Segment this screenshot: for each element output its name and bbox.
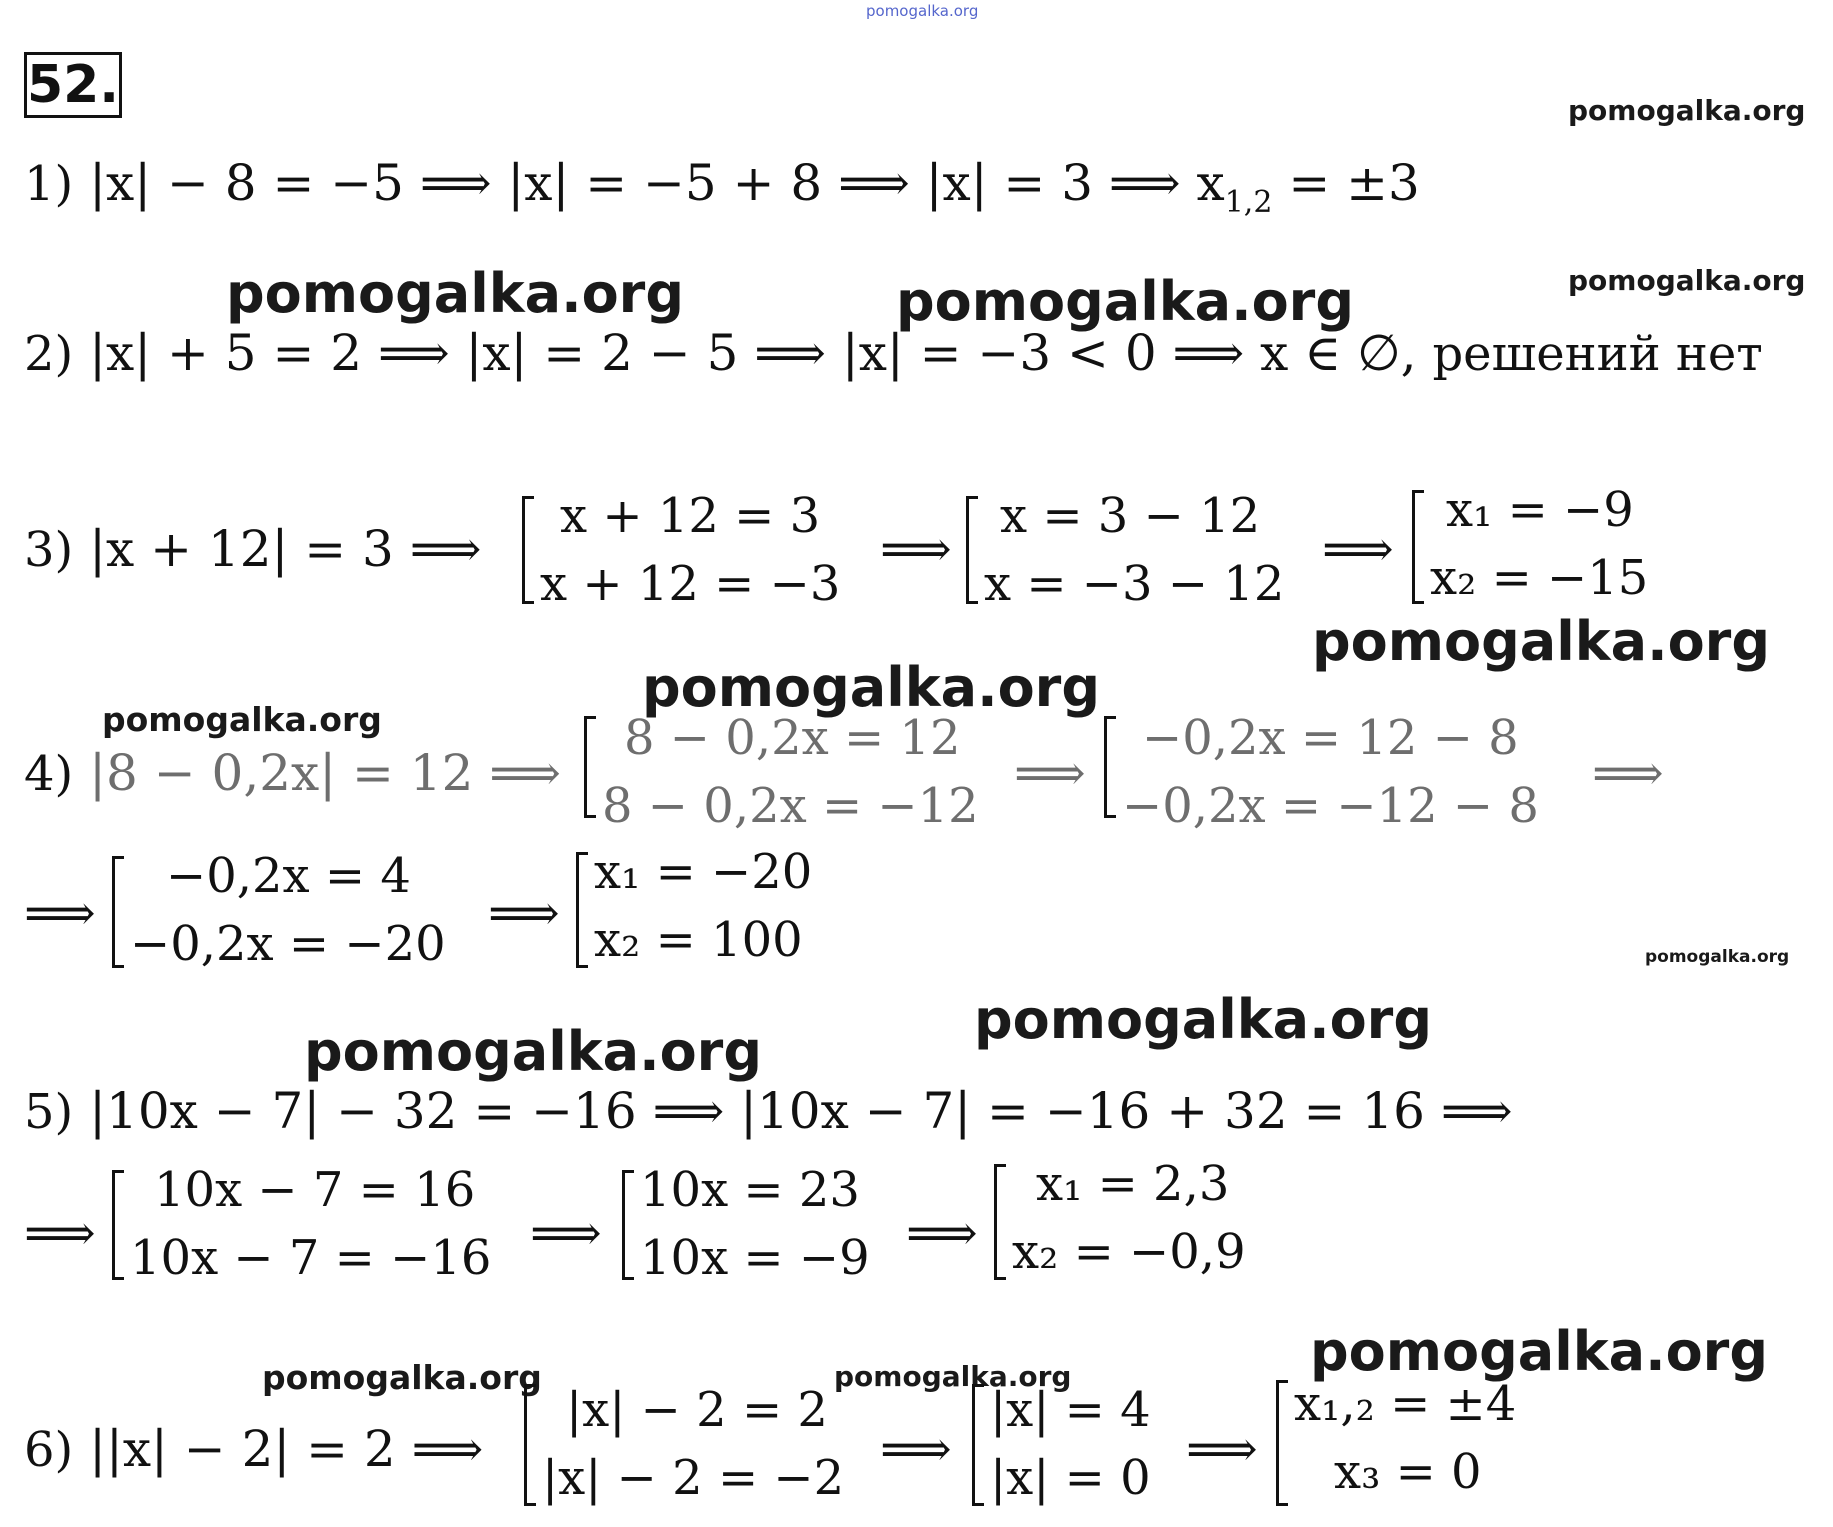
system-row: x = 3 − 12 — [1000, 488, 1261, 544]
system-row: x₁ = 2,3 — [1036, 1156, 1230, 1212]
watermark: pomogalka.org — [226, 262, 684, 325]
arrow: ⟹ — [488, 884, 560, 942]
system-row: |x| − 2 = −2 — [542, 1450, 845, 1506]
equation-6-lhs — [24, 1420, 484, 1478]
system-row: x + 12 = −3 — [540, 556, 841, 612]
system — [1294, 1370, 1516, 1506]
arrow: ⟹ — [530, 1204, 602, 1262]
equation-text: |x| + 5 = 2 ⟹ |x| = 2 − 5 ⟹ |x| = −3 < 0 ⟹ x ∈ ∅, — [89, 324, 1417, 382]
system-bracket — [994, 1164, 1006, 1280]
system-row: 8 − 0,2x = 12 — [624, 710, 961, 766]
watermark: pomogalka.org — [1310, 1320, 1768, 1383]
system-row: |x| − 2 = 2 — [566, 1382, 828, 1438]
system-bracket — [972, 1384, 984, 1506]
subscript: 1,2 — [1224, 185, 1273, 220]
problem-number: 52. — [24, 52, 122, 118]
system-row: x₂ = −15 — [1430, 550, 1649, 606]
watermark: pomogalka.org — [974, 988, 1432, 1051]
system-row: 10x − 7 = −16 — [130, 1230, 492, 1286]
system — [130, 842, 446, 978]
equation-text: |x + 12| = 3 ⟹ — [89, 520, 482, 578]
equation-text: ||x| − 2| = 2 ⟹ — [89, 1420, 484, 1478]
system-bracket — [1412, 490, 1424, 604]
arrow: ⟹ — [24, 884, 96, 942]
item-number: 6) — [24, 1422, 74, 1478]
watermark: pomogalka.org — [834, 1360, 1072, 1393]
equation-5 — [24, 1082, 1513, 1140]
system-bracket — [522, 496, 534, 604]
system-bracket — [112, 856, 124, 968]
system-bracket — [576, 852, 588, 968]
system-row: 8 − 0,2x = −12 — [602, 778, 979, 834]
equation-3-lhs — [24, 520, 482, 578]
watermark: pomogalka.org — [642, 656, 1100, 719]
system-row: x₁,₂ = ±4 — [1294, 1376, 1517, 1432]
system — [990, 1376, 1151, 1512]
system-row: −0,2x = −20 — [130, 916, 446, 972]
system-row: x = −3 − 12 — [984, 556, 1285, 612]
system-row: 10x = −9 — [640, 1230, 870, 1286]
system-bracket — [622, 1170, 634, 1280]
watermark: pomogalka.org — [1645, 947, 1790, 967]
no-solutions-text: решений нет — [1432, 326, 1763, 382]
system-bracket — [524, 1384, 536, 1506]
item-number: 5) — [24, 1084, 74, 1140]
equation-text: = ±3 — [1272, 154, 1420, 212]
watermark: pomogalka.org — [896, 270, 1354, 333]
item-number: 3) — [24, 522, 74, 578]
system-bracket — [112, 1170, 124, 1280]
system-row: −0,2x = 12 − 8 — [1142, 710, 1519, 766]
system — [1430, 476, 1648, 612]
arrow: ⟹ — [1322, 520, 1394, 578]
system-bracket — [584, 716, 596, 818]
equation-4-lhs — [24, 744, 561, 802]
system-row: x₂ = −0,9 — [1012, 1224, 1246, 1280]
watermark: pomogalka.org — [1568, 264, 1806, 297]
item-number: 4) — [24, 746, 74, 802]
arrow: ⟹ — [880, 1420, 952, 1478]
arrow: ⟹ — [24, 1204, 96, 1262]
system-row: x₁ = −20 — [594, 844, 813, 900]
system-bracket — [966, 496, 978, 604]
watermark: pomogalka.org — [1568, 94, 1806, 127]
equation-1 — [24, 154, 1420, 220]
arrow: ⟹ — [1592, 744, 1664, 802]
system — [602, 704, 979, 840]
system-row: x + 12 = 3 — [560, 488, 821, 544]
system — [984, 482, 1284, 618]
system — [542, 1376, 844, 1512]
system-row: −0,2x = 4 — [166, 848, 411, 904]
system-row: |x| = 0 — [990, 1450, 1151, 1506]
system-row: 10x − 7 = 16 — [154, 1162, 476, 1218]
watermark: pomogalka.org — [262, 1358, 542, 1397]
system — [1122, 704, 1539, 840]
system-bracket — [1104, 716, 1116, 818]
equation-text: |8 − 0,2x| = 12 ⟹ — [89, 744, 561, 802]
system-row: x₃ = 0 — [1334, 1444, 1482, 1500]
arrow: ⟹ — [1186, 1420, 1258, 1478]
item-number: 1) — [24, 156, 74, 212]
system-row: 10x = 23 — [640, 1162, 860, 1218]
system — [594, 838, 812, 974]
watermark: pomogalka.org — [1312, 610, 1770, 673]
system — [130, 1156, 491, 1292]
watermark: pomogalka.org — [102, 700, 382, 739]
system-row: |x| = 4 — [990, 1382, 1151, 1438]
equation-2 — [24, 324, 1763, 382]
system-row: x₂ = 100 — [594, 912, 803, 968]
system-row: x₁ = −9 — [1446, 482, 1634, 538]
system-row: −0,2x = −12 − 8 — [1122, 778, 1539, 834]
item-number: 2) — [24, 326, 74, 382]
system — [640, 1156, 870, 1292]
system — [1012, 1150, 1246, 1286]
arrow: ⟹ — [880, 520, 952, 578]
equation-text: |10x − 7| − 32 = −16 ⟹ |10x − 7| = −16 + 32 = 16 ⟹ — [89, 1082, 1513, 1140]
system-bracket — [1276, 1380, 1288, 1506]
system — [540, 482, 840, 618]
arrow: ⟹ — [906, 1204, 978, 1262]
equation-text: |x| − 8 = −5 ⟹ |x| = −5 + 8 ⟹ |x| = 3 ⟹ x — [89, 154, 1225, 212]
arrow: ⟹ — [1014, 744, 1086, 802]
watermark-top: pomogalka.org — [866, 2, 979, 20]
watermark: pomogalka.org — [304, 1020, 762, 1083]
